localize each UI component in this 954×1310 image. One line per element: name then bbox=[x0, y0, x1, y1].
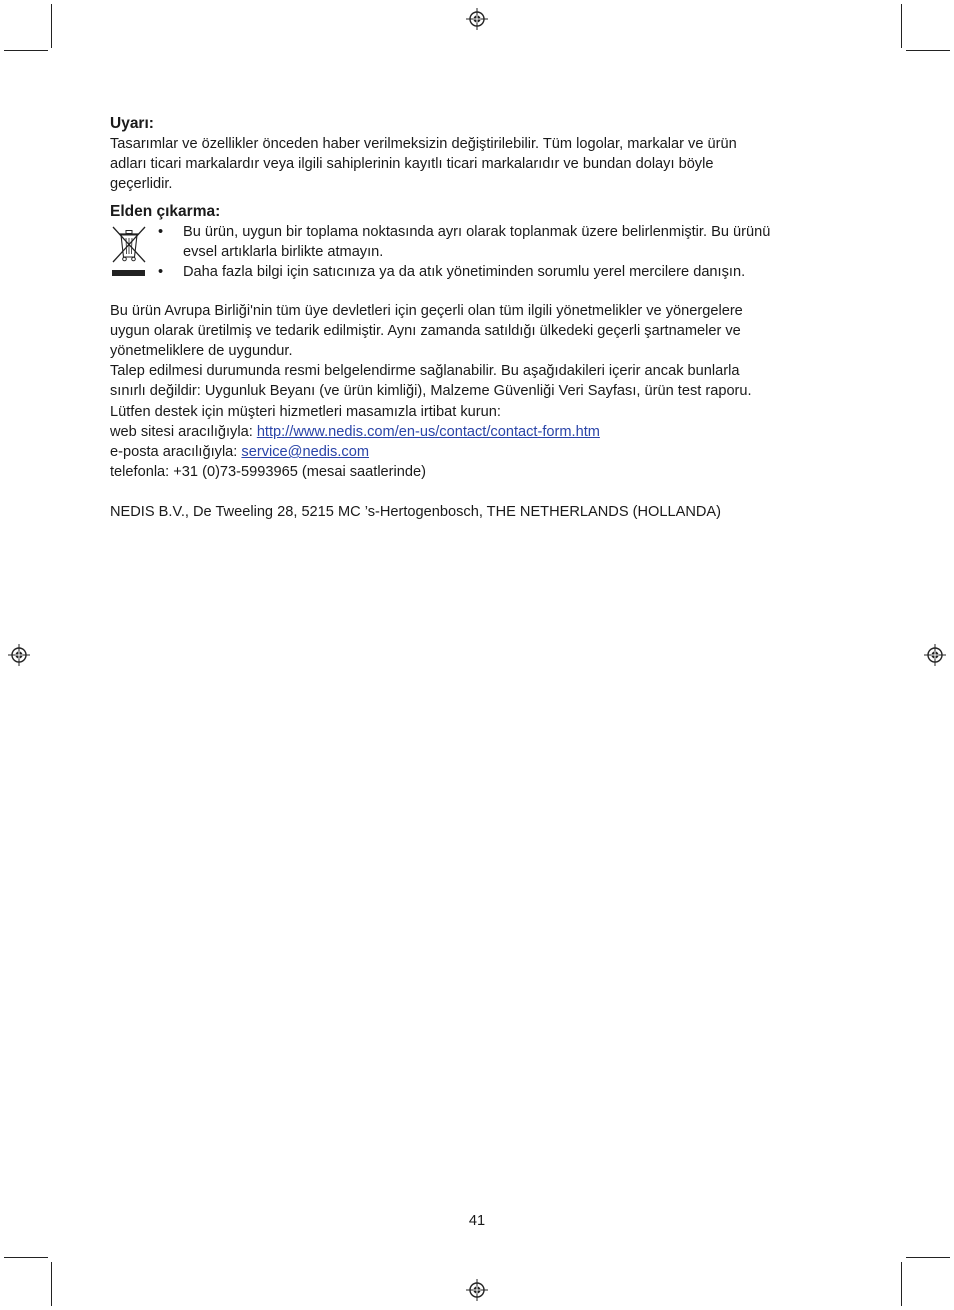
weee-crossed-bin-icon bbox=[110, 224, 148, 278]
text-line: yönetmeliklere de uygundur. bbox=[110, 343, 293, 360]
text-line: Bu ürün Avrupa Birliği'nin tüm üye devletleri için geçerli olan tüm ilgili yönetmelikler ve yönergelere bbox=[110, 302, 743, 319]
phone-line: telefonla: +31 (0)73-5993965 (mesai saatlerinde) bbox=[110, 464, 426, 481]
compliance-text bbox=[110, 301, 845, 483]
registration-mark-icon bbox=[924, 644, 946, 666]
text-line: adları ticari markalardır veya ilgili sahiplerinin kayıtlı ticari markalarıdır ve bundan dolayı böyle bbox=[110, 156, 714, 173]
crop-mark-bottom-right-horizontal bbox=[906, 1257, 950, 1258]
disposal-list bbox=[158, 222, 848, 283]
text-line: sınırlı değildir: Uygunluk Beyanı (ve ürün kimliği), Malzeme Güvenliği Veri Sayfası, ürün test raporu. bbox=[110, 383, 752, 400]
text-line: Tasarımlar ve özellikler önceden haber verilmeksizin değiştirilebilir. Tüm logolar, markalar ve ürün bbox=[110, 136, 737, 152]
text-line: Bu ürün, uygun bir toplama noktasında ayrı olarak toplanmak üzere belirlenmiştir. Bu ürünü bbox=[183, 223, 771, 240]
text-line: Daha fazla bilgi için satıcınıza ya da atık yönetiminden sorumlu yerel mercilere danışın. bbox=[183, 264, 746, 281]
crop-mark-top-left-vertical bbox=[51, 4, 52, 48]
website-label: web sitesi aracılığıyla: bbox=[110, 423, 257, 440]
crop-mark-bottom-left-horizontal bbox=[4, 1257, 48, 1258]
crop-mark-bottom-left-vertical bbox=[51, 1262, 52, 1306]
crop-mark-top-right-horizontal bbox=[906, 50, 950, 51]
bullet: • bbox=[158, 223, 164, 240]
text-line: uygun olarak üretilmiş ve tedarik edilmiştir. Aynı zamanda satıldığı ülkedeki geçerli şartnameler ve bbox=[110, 322, 741, 339]
text-line: Talep edilmesi durumunda resmi belgelendirme sağlanabilir. Bu aşağıdakileri içerir ancak bunlarla bbox=[110, 363, 740, 380]
list-item bbox=[158, 222, 848, 262]
crop-mark-bottom-right-vertical bbox=[901, 1262, 902, 1306]
email-link[interactable]: service@nedis.com bbox=[241, 444, 369, 461]
bullet: • bbox=[158, 264, 164, 281]
registration-mark-icon bbox=[466, 8, 488, 30]
registration-mark-icon bbox=[466, 1279, 488, 1301]
document-body bbox=[110, 114, 845, 523]
registration-mark-icon bbox=[8, 644, 30, 666]
list-item bbox=[158, 262, 848, 282]
crop-mark-top-right-vertical bbox=[901, 4, 902, 48]
text-line: Lütfen destek için müşteri hizmetleri masamızla irtibat kurun: bbox=[110, 403, 501, 420]
company-address: NEDIS B.V., De Tweeling 28, 5215 MC ’s-Hertogenbosch, THE NETHERLANDS (HOLLANDA) bbox=[110, 504, 722, 521]
page-number: 41 bbox=[468, 1213, 486, 1229]
disposal-section bbox=[110, 222, 845, 282]
text-line: geçerlidir. bbox=[110, 176, 173, 193]
warning-text bbox=[110, 134, 845, 195]
text-line: evsel artıklarla birlikte atmayın. bbox=[183, 243, 384, 260]
warning-heading: Uyarı: bbox=[110, 115, 154, 132]
crop-mark-top-left-horizontal bbox=[4, 50, 48, 51]
email-label: e-posta aracılığıyla: bbox=[110, 444, 242, 461]
website-link[interactable]: http://www.nedis.com/en-us/contact/contact-form.htm bbox=[256, 423, 600, 440]
disposal-heading: Elden çıkarma: bbox=[110, 202, 221, 220]
